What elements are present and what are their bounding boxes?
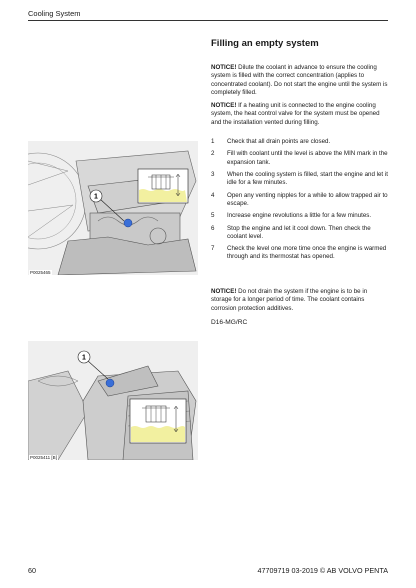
step-text: Stop the engine and let it cool down. Then check the coolant level. [227,224,371,240]
header-rule [28,20,388,21]
step-text: Open any venting nipples for a while to allow trapped air to escape. [227,191,388,207]
step-number: 7 [211,245,215,253]
engine-illustration-1 [28,141,198,275]
step-number: 3 [211,170,215,178]
step-item [211,212,391,220]
page-number: 60 [28,566,36,575]
section-heading: Filling an empty system [211,38,319,49]
notice-label: NOTICE! [211,288,237,296]
step-item [211,225,391,241]
notice-label: NOTICE! [211,102,237,110]
step-number: 4 [211,191,215,199]
notice-dilute-coolant [211,64,389,97]
figure-id: P0025465 [30,270,51,275]
section-header: Cooling System [28,9,81,18]
step-item [211,192,391,208]
document-reference: 47709719 03-2019 © AB VOLVO PENTA [257,566,388,575]
filling-steps [211,138,391,266]
step-text: Fill with coolant until the level is above the MIN mark in the expansion tank. [227,150,388,166]
step-item [211,245,391,261]
callout-1: 1 [94,193,98,201]
step-item [211,171,391,187]
step-text: Check the level one more time once the engine is warmed through and its thermostat has opened. [227,245,387,261]
notice-text: Do not drain the system if the engine is to be in storage for a longer period of time. The coolant contains corrosion protection additives. [211,288,368,312]
step-text: When the cooling system is filled, start the engine and let it idle for a few minutes. [227,170,388,187]
notice-label: NOTICE! [211,64,237,72]
step-text: Check that all drain points are closed. [227,138,331,145]
step-item [211,150,391,166]
engine-illustration-2 [28,341,198,460]
notice-text: If a heating unit is connected to the engine cooling system, the heat control valve for the system must be opened and the installation vented during filling. [211,102,380,126]
notice-text: Dilute the coolant in advance to ensure the cooling system is filled with the correct concentration (applies to concentrated coolant). Do not start the engine until the system is completely filled. [211,64,388,97]
step-number: 2 [211,150,215,158]
callout-1: 1 [82,354,86,362]
notice-heating-unit [211,102,389,127]
step-number: 5 [211,212,215,220]
notice-do-not-drain [211,288,389,313]
figure-id: P0025411 [B] [30,455,57,460]
step-number: 1 [211,138,215,145]
engine-figure-2 [28,341,198,460]
step-text: Increase engine revolutions a little for a few minutes. [227,212,372,220]
step-item [211,138,391,146]
step-number: 6 [211,224,215,232]
engine-figure-1 [28,141,198,275]
engine-model-code: D16-MG/RC [211,319,248,326]
